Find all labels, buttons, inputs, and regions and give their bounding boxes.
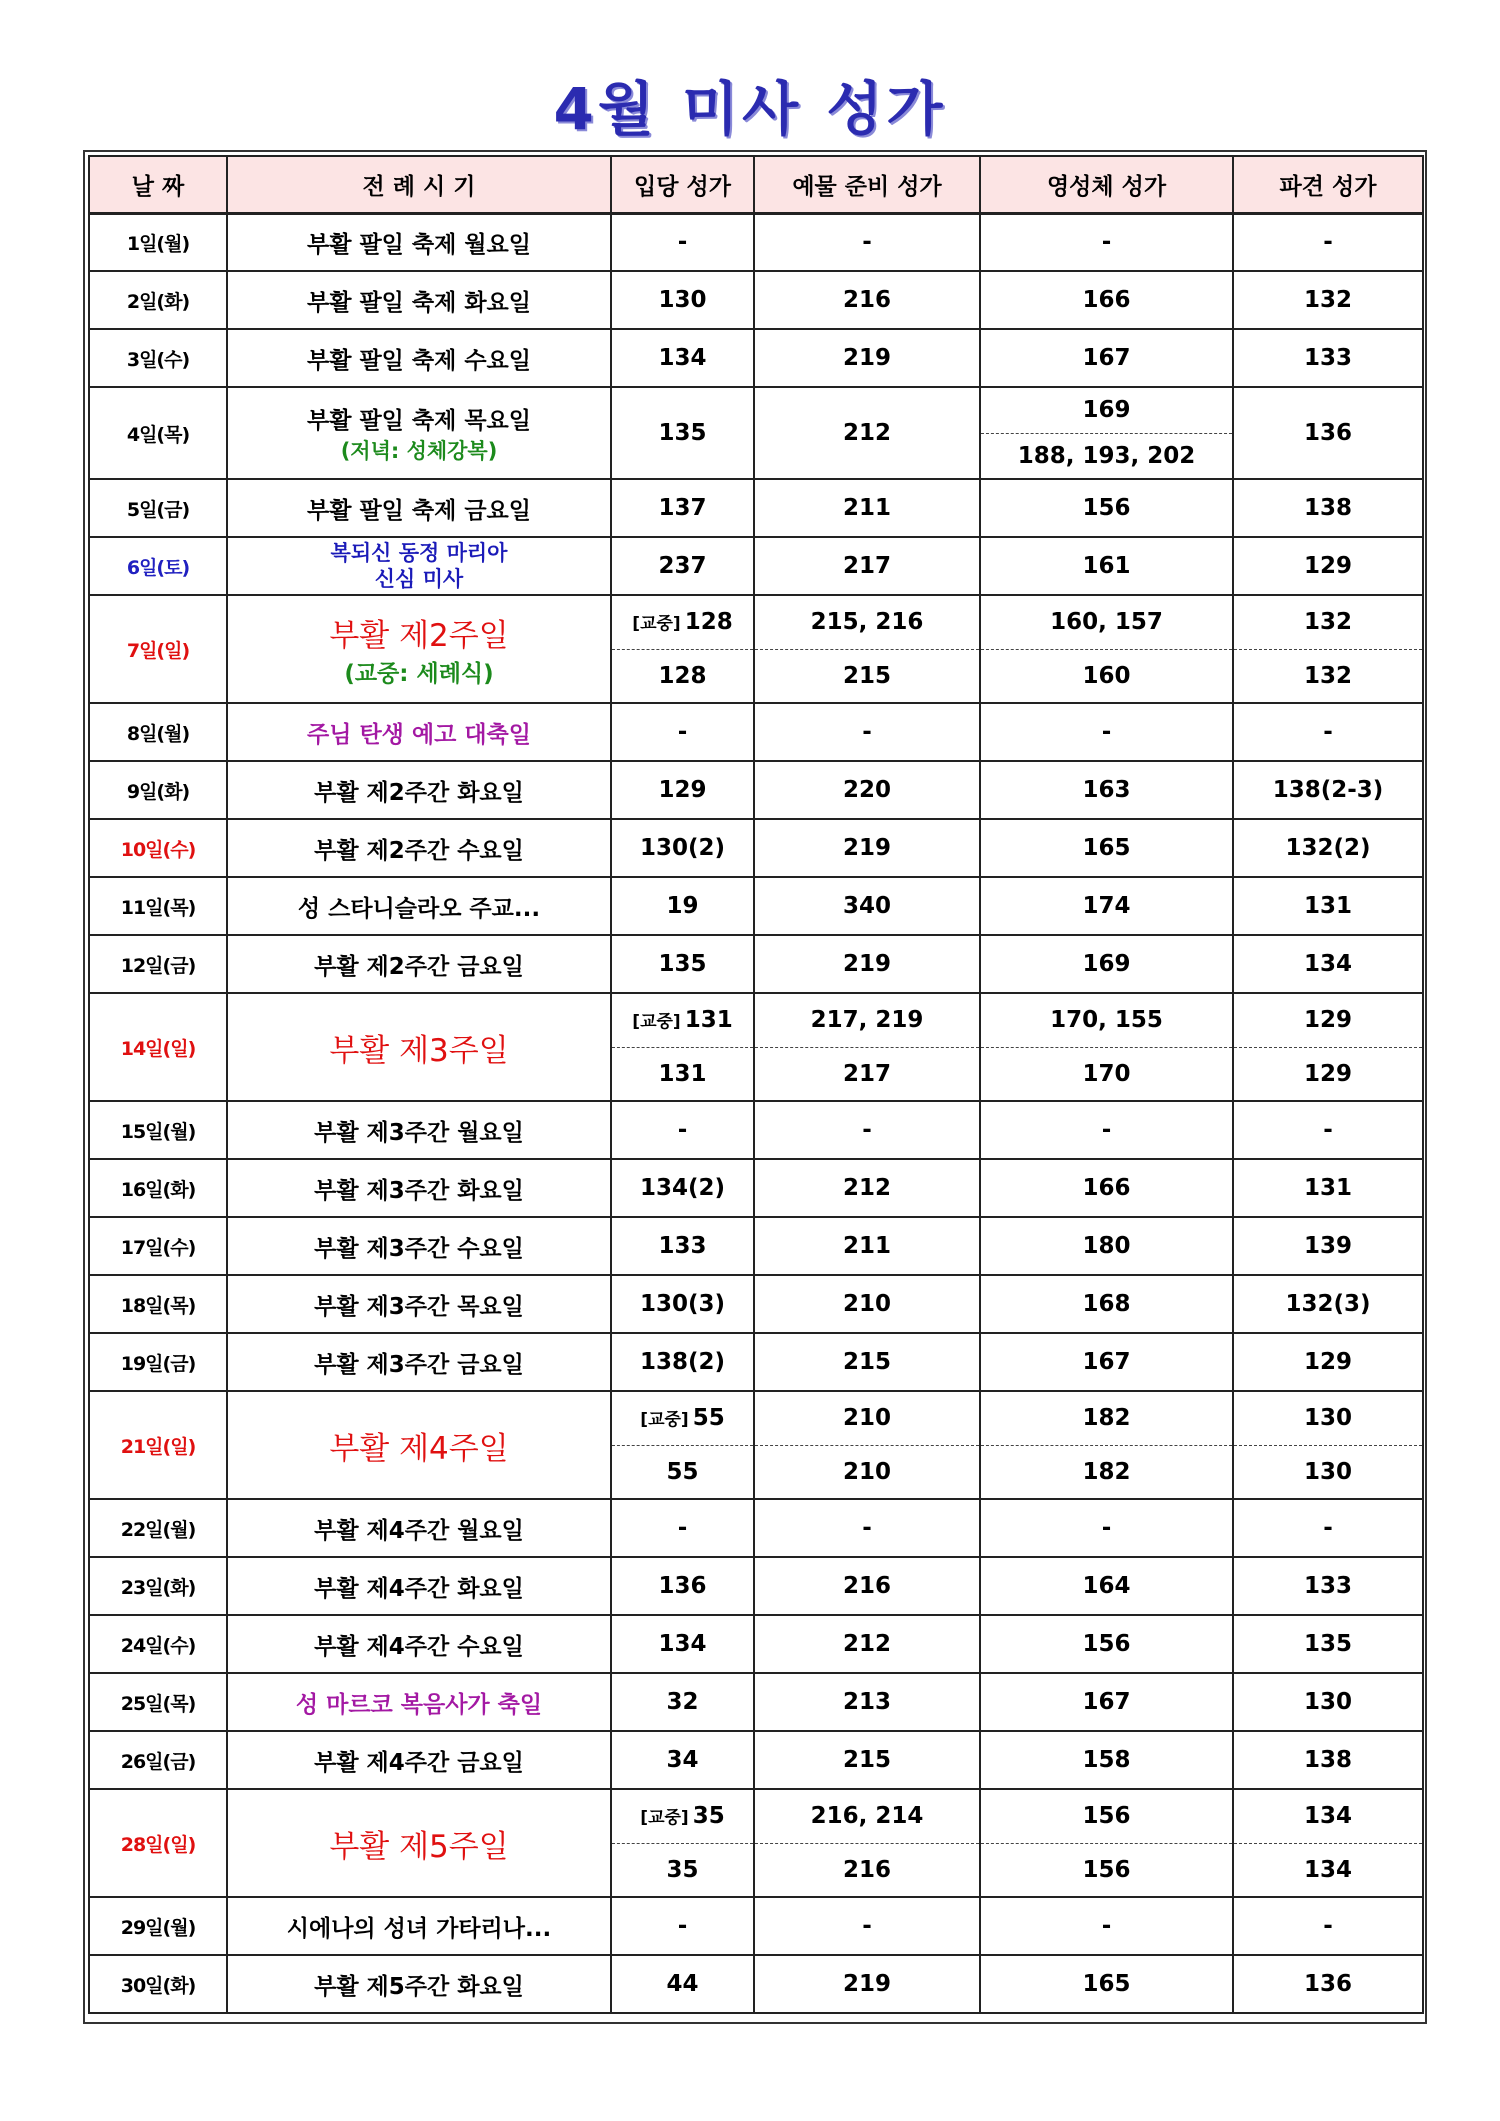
communion-cell: 182 bbox=[980, 1445, 1233, 1499]
communion-cell: - bbox=[980, 1101, 1233, 1159]
offertory-cell: - bbox=[754, 1499, 980, 1557]
feast-note: (교중: 세례식) bbox=[344, 661, 494, 687]
communion-cell: 188, 193, 202 bbox=[980, 433, 1233, 479]
communion-cell: 182 bbox=[980, 1391, 1233, 1445]
feast-cell: 부활 팔일 축제 금요일 bbox=[227, 479, 611, 537]
dismissal-cell: 132(2) bbox=[1233, 819, 1423, 877]
table-row bbox=[89, 595, 1423, 649]
feast-cell bbox=[227, 1391, 611, 1499]
entrance-cell: - bbox=[611, 213, 754, 271]
feast-cell: 부활 팔일 축제 수요일 bbox=[227, 329, 611, 387]
communion-cell: - bbox=[980, 1499, 1233, 1557]
feast-cell: 부활 제3주간 금요일 bbox=[227, 1333, 611, 1391]
offertory-cell: 219 bbox=[754, 329, 980, 387]
offertory-cell: 215 bbox=[754, 1333, 980, 1391]
date-cell: 12일(금) bbox=[89, 935, 227, 993]
entrance-cell: 133 bbox=[611, 1217, 754, 1275]
table-row bbox=[89, 877, 1423, 935]
entrance-cell bbox=[611, 1789, 754, 1843]
dismissal-cell: - bbox=[1233, 1897, 1423, 1955]
offertory-cell: 216 bbox=[754, 1557, 980, 1615]
entrance-value: 128 bbox=[684, 609, 733, 636]
feast-cell: 부활 제2주간 화요일 bbox=[227, 761, 611, 819]
feast-cell: 부활 제3주간 수요일 bbox=[227, 1217, 611, 1275]
feast-name: 부활 제2주일 bbox=[329, 618, 509, 654]
dismissal-cell: 129 bbox=[1233, 1333, 1423, 1391]
feast-cell bbox=[227, 1789, 611, 1897]
offertory-cell: - bbox=[754, 703, 980, 761]
communion-cell: 167 bbox=[980, 1673, 1233, 1731]
offertory-cell: 210 bbox=[754, 1275, 980, 1333]
communion-cell: 165 bbox=[980, 1955, 1233, 2013]
header-offertory: 예물 준비 성가 bbox=[754, 156, 980, 213]
dismissal-cell: 130 bbox=[1233, 1391, 1423, 1445]
table-row bbox=[89, 271, 1423, 329]
dismissal-cell: - bbox=[1233, 1101, 1423, 1159]
entrance-cell: 135 bbox=[611, 935, 754, 993]
entrance-value: 55 bbox=[692, 1405, 725, 1432]
feast-cell: 부활 팔일 축제 화요일 bbox=[227, 271, 611, 329]
dismissal-cell: 134 bbox=[1233, 935, 1423, 993]
feast-cell: 부활 팔일 축제 월요일 bbox=[227, 213, 611, 271]
page-title: 4월 미사 성가 bbox=[553, 75, 947, 143]
entrance-value: 35 bbox=[692, 1803, 725, 1830]
communion-cell: 156 bbox=[980, 1789, 1233, 1843]
dismissal-cell: 134 bbox=[1233, 1789, 1423, 1843]
dismissal-cell: 135 bbox=[1233, 1615, 1423, 1673]
date-cell: 7일(일) bbox=[89, 595, 227, 703]
main-mass-tag: [교중] bbox=[632, 1012, 681, 1033]
table-row bbox=[89, 1673, 1423, 1731]
table-row bbox=[89, 329, 1423, 387]
feast-cell bbox=[227, 993, 611, 1101]
date-cell: 21일(일) bbox=[89, 1391, 227, 1499]
feast-cell: 부활 제4주간 화요일 bbox=[227, 1557, 611, 1615]
dismissal-cell: 132 bbox=[1233, 271, 1423, 329]
communion-cell: 170 bbox=[980, 1047, 1233, 1101]
table-row bbox=[89, 537, 1423, 595]
table-row bbox=[89, 935, 1423, 993]
feast-cell bbox=[227, 537, 611, 595]
table-row bbox=[89, 1217, 1423, 1275]
dismissal-cell: 130 bbox=[1233, 1445, 1423, 1499]
feast-note: (저녁: 성체강복) bbox=[340, 438, 498, 463]
date-cell: 8일(월) bbox=[89, 703, 227, 761]
communion-cell: 158 bbox=[980, 1731, 1233, 1789]
dismissal-cell: - bbox=[1233, 703, 1423, 761]
entrance-cell: 237 bbox=[611, 537, 754, 595]
entrance-cell: - bbox=[611, 1499, 754, 1557]
header-dismissal: 파견 성가 bbox=[1233, 156, 1423, 213]
offertory-cell: - bbox=[754, 1897, 980, 1955]
entrance-cell: 135 bbox=[611, 387, 754, 479]
communion-cell: - bbox=[980, 703, 1233, 761]
offertory-cell: - bbox=[754, 1101, 980, 1159]
date-cell: 16일(화) bbox=[89, 1159, 227, 1217]
table-row bbox=[89, 703, 1423, 761]
communion-cell: 161 bbox=[980, 537, 1233, 595]
entrance-cell: 138(2) bbox=[611, 1333, 754, 1391]
feast-cell: 성 스타니슬라오 주교... bbox=[227, 877, 611, 935]
table-row bbox=[89, 1499, 1423, 1557]
entrance-cell: 44 bbox=[611, 1955, 754, 2013]
offertory-cell: 210 bbox=[754, 1391, 980, 1445]
date-cell: 17일(수) bbox=[89, 1217, 227, 1275]
communion-cell: 174 bbox=[980, 877, 1233, 935]
entrance-cell: - bbox=[611, 703, 754, 761]
table-row bbox=[89, 1391, 1423, 1445]
table-row bbox=[89, 1955, 1423, 2013]
communion-cell: 165 bbox=[980, 819, 1233, 877]
date-cell: 1일(월) bbox=[89, 213, 227, 271]
date-cell: 28일(일) bbox=[89, 1789, 227, 1897]
dismissal-cell: - bbox=[1233, 1499, 1423, 1557]
dismissal-cell: 132 bbox=[1233, 595, 1423, 649]
offertory-cell: 216, 214 bbox=[754, 1789, 980, 1843]
table-row bbox=[89, 761, 1423, 819]
communion-cell: - bbox=[980, 213, 1233, 271]
dismissal-cell: 131 bbox=[1233, 877, 1423, 935]
table-row bbox=[89, 819, 1423, 877]
offertory-cell: 219 bbox=[754, 935, 980, 993]
offertory-cell: 211 bbox=[754, 479, 980, 537]
dismissal-cell: 136 bbox=[1233, 387, 1423, 479]
table-row bbox=[89, 1557, 1423, 1615]
date-cell: 6일(토) bbox=[89, 537, 227, 595]
dismissal-cell: 130 bbox=[1233, 1673, 1423, 1731]
offertory-cell: - bbox=[754, 213, 980, 271]
feast-cell: 부활 제4주간 금요일 bbox=[227, 1731, 611, 1789]
date-cell: 29일(월) bbox=[89, 1897, 227, 1955]
offertory-cell: 212 bbox=[754, 387, 980, 479]
date-cell: 18일(목) bbox=[89, 1275, 227, 1333]
communion-cell: 164 bbox=[980, 1557, 1233, 1615]
offertory-cell: 213 bbox=[754, 1673, 980, 1731]
entrance-cell: 131 bbox=[611, 1047, 754, 1101]
table-row bbox=[89, 993, 1423, 1047]
feast-cell bbox=[227, 595, 611, 703]
table-row bbox=[89, 1897, 1423, 1955]
dismissal-cell: 131 bbox=[1233, 1159, 1423, 1217]
communion-cell: 169 bbox=[980, 935, 1233, 993]
feast-name: 신심 미사 bbox=[374, 567, 464, 591]
offertory-cell: 219 bbox=[754, 819, 980, 877]
date-cell: 3일(수) bbox=[89, 329, 227, 387]
communion-cell: 170, 155 bbox=[980, 993, 1233, 1047]
communion-cell: 156 bbox=[980, 1615, 1233, 1673]
dismissal-cell: 129 bbox=[1233, 993, 1423, 1047]
entrance-cell: 34 bbox=[611, 1731, 754, 1789]
dismissal-cell: 138(2-3) bbox=[1233, 761, 1423, 819]
date-cell: 10일(수) bbox=[89, 819, 227, 877]
date-cell: 9일(화) bbox=[89, 761, 227, 819]
date-cell: 2일(화) bbox=[89, 271, 227, 329]
feast-cell: 시에나의 성녀 가타리나... bbox=[227, 1897, 611, 1955]
offertory-cell: 211 bbox=[754, 1217, 980, 1275]
entrance-cell: 55 bbox=[611, 1445, 754, 1499]
main-mass-tag: [교중] bbox=[640, 1410, 689, 1431]
dismissal-cell: 132 bbox=[1233, 649, 1423, 703]
dismissal-cell: 133 bbox=[1233, 1557, 1423, 1615]
offertory-cell: 215, 216 bbox=[754, 595, 980, 649]
date-cell: 15일(월) bbox=[89, 1101, 227, 1159]
dismissal-cell: - bbox=[1233, 213, 1423, 271]
entrance-cell: 129 bbox=[611, 761, 754, 819]
feast-name: 부활 팔일 축제 목요일 bbox=[307, 407, 531, 434]
entrance-cell: 134 bbox=[611, 1615, 754, 1673]
feast-cell bbox=[227, 387, 611, 479]
date-cell: 26일(금) bbox=[89, 1731, 227, 1789]
entrance-cell: 137 bbox=[611, 479, 754, 537]
entrance-cell: 134(2) bbox=[611, 1159, 754, 1217]
dismissal-cell: 139 bbox=[1233, 1217, 1423, 1275]
table-row bbox=[89, 1789, 1423, 1843]
communion-cell: 160, 157 bbox=[980, 595, 1233, 649]
offertory-cell: 217 bbox=[754, 537, 980, 595]
date-cell: 30일(화) bbox=[89, 1955, 227, 2013]
communion-cell: 160 bbox=[980, 649, 1233, 703]
entrance-cell: 130 bbox=[611, 271, 754, 329]
date-cell: 19일(금) bbox=[89, 1333, 227, 1391]
main-mass-tag: [교중] bbox=[640, 1808, 689, 1829]
date-cell: 22일(월) bbox=[89, 1499, 227, 1557]
date-cell: 5일(금) bbox=[89, 479, 227, 537]
communion-cell: - bbox=[980, 1897, 1233, 1955]
entrance-cell: 130(3) bbox=[611, 1275, 754, 1333]
table-row bbox=[89, 387, 1423, 433]
entrance-cell: 32 bbox=[611, 1673, 754, 1731]
feast-cell: 부활 제2주간 수요일 bbox=[227, 819, 611, 877]
communion-cell: 166 bbox=[980, 1159, 1233, 1217]
table-row bbox=[89, 1333, 1423, 1391]
table-row bbox=[89, 1615, 1423, 1673]
feast-name: 복되신 동정 마리아 bbox=[330, 541, 508, 565]
header-communion: 영성체 성가 bbox=[980, 156, 1233, 213]
communion-cell: 169 bbox=[980, 387, 1233, 433]
offertory-cell: 340 bbox=[754, 877, 980, 935]
table-row bbox=[89, 479, 1423, 537]
dismissal-cell: 134 bbox=[1233, 1843, 1423, 1897]
offertory-cell: 217 bbox=[754, 1047, 980, 1101]
communion-cell: 167 bbox=[980, 329, 1233, 387]
communion-cell: 167 bbox=[980, 1333, 1233, 1391]
entrance-cell bbox=[611, 1391, 754, 1445]
table-row bbox=[89, 1101, 1423, 1159]
feast-cell: 부활 제5주간 화요일 bbox=[227, 1955, 611, 2013]
header-date: 날 짜 bbox=[89, 156, 227, 213]
communion-cell: 163 bbox=[980, 761, 1233, 819]
date-cell: 14일(일) bbox=[89, 993, 227, 1101]
offertory-cell: 216 bbox=[754, 271, 980, 329]
offertory-cell: 212 bbox=[754, 1159, 980, 1217]
hymn-table bbox=[88, 155, 1424, 2014]
feast-cell: 부활 제3주간 월요일 bbox=[227, 1101, 611, 1159]
entrance-value: 131 bbox=[684, 1007, 733, 1034]
table-row bbox=[89, 1275, 1423, 1333]
communion-cell: 168 bbox=[980, 1275, 1233, 1333]
offertory-cell: 210 bbox=[754, 1445, 980, 1499]
entrance-cell: 134 bbox=[611, 329, 754, 387]
table-row bbox=[89, 213, 1423, 271]
dismissal-cell: 129 bbox=[1233, 537, 1423, 595]
feast-cell: 부활 제4주간 수요일 bbox=[227, 1615, 611, 1673]
date-cell: 24일(수) bbox=[89, 1615, 227, 1673]
offertory-cell: 220 bbox=[754, 761, 980, 819]
offertory-cell: 217, 219 bbox=[754, 993, 980, 1047]
header-feast: 전 례 시 기 bbox=[227, 156, 611, 213]
table-row bbox=[89, 1159, 1423, 1217]
feast-name: 부활 제3주일 bbox=[329, 1032, 509, 1069]
feast-cell: 부활 제2주간 금요일 bbox=[227, 935, 611, 993]
entrance-cell bbox=[611, 595, 754, 649]
communion-cell: 156 bbox=[980, 1843, 1233, 1897]
feast-name: 부활 제5주일 bbox=[329, 1828, 509, 1865]
dismissal-cell: 138 bbox=[1233, 1731, 1423, 1789]
offertory-cell: 219 bbox=[754, 1955, 980, 2013]
main-mass-tag: [교중] bbox=[632, 614, 681, 635]
table-row bbox=[89, 1731, 1423, 1789]
dismissal-cell: 136 bbox=[1233, 1955, 1423, 2013]
entrance-cell: - bbox=[611, 1897, 754, 1955]
communion-cell: 156 bbox=[980, 479, 1233, 537]
communion-cell: 180 bbox=[980, 1217, 1233, 1275]
entrance-cell: 35 bbox=[611, 1843, 754, 1897]
offertory-cell: 215 bbox=[754, 649, 980, 703]
date-cell: 25일(목) bbox=[89, 1673, 227, 1731]
entrance-cell: 128 bbox=[611, 649, 754, 703]
date-cell: 4일(목) bbox=[89, 387, 227, 479]
header-row bbox=[89, 156, 1423, 213]
entrance-cell: 19 bbox=[611, 877, 754, 935]
dismissal-cell: 132(3) bbox=[1233, 1275, 1423, 1333]
feast-cell: 부활 제3주간 목요일 bbox=[227, 1275, 611, 1333]
dismissal-cell: 138 bbox=[1233, 479, 1423, 537]
feast-cell: 주님 탄생 예고 대축일 bbox=[227, 703, 611, 761]
entrance-cell bbox=[611, 993, 754, 1047]
dismissal-cell: 133 bbox=[1233, 329, 1423, 387]
date-cell: 23일(화) bbox=[89, 1557, 227, 1615]
offertory-cell: 216 bbox=[754, 1843, 980, 1897]
date-cell: 11일(목) bbox=[89, 877, 227, 935]
communion-cell: 166 bbox=[980, 271, 1233, 329]
entrance-cell: 136 bbox=[611, 1557, 754, 1615]
dismissal-cell: 129 bbox=[1233, 1047, 1423, 1101]
feast-cell: 성 마르코 복음사가 축일 bbox=[227, 1673, 611, 1731]
entrance-cell: - bbox=[611, 1101, 754, 1159]
offertory-cell: 212 bbox=[754, 1615, 980, 1673]
offertory-cell: 215 bbox=[754, 1731, 980, 1789]
feast-name: 부활 제4주일 bbox=[329, 1430, 509, 1467]
feast-cell: 부활 제3주간 화요일 bbox=[227, 1159, 611, 1217]
feast-cell: 부활 제4주간 월요일 bbox=[227, 1499, 611, 1557]
entrance-cell: 130(2) bbox=[611, 819, 754, 877]
header-entrance: 입당 성가 bbox=[611, 156, 754, 213]
